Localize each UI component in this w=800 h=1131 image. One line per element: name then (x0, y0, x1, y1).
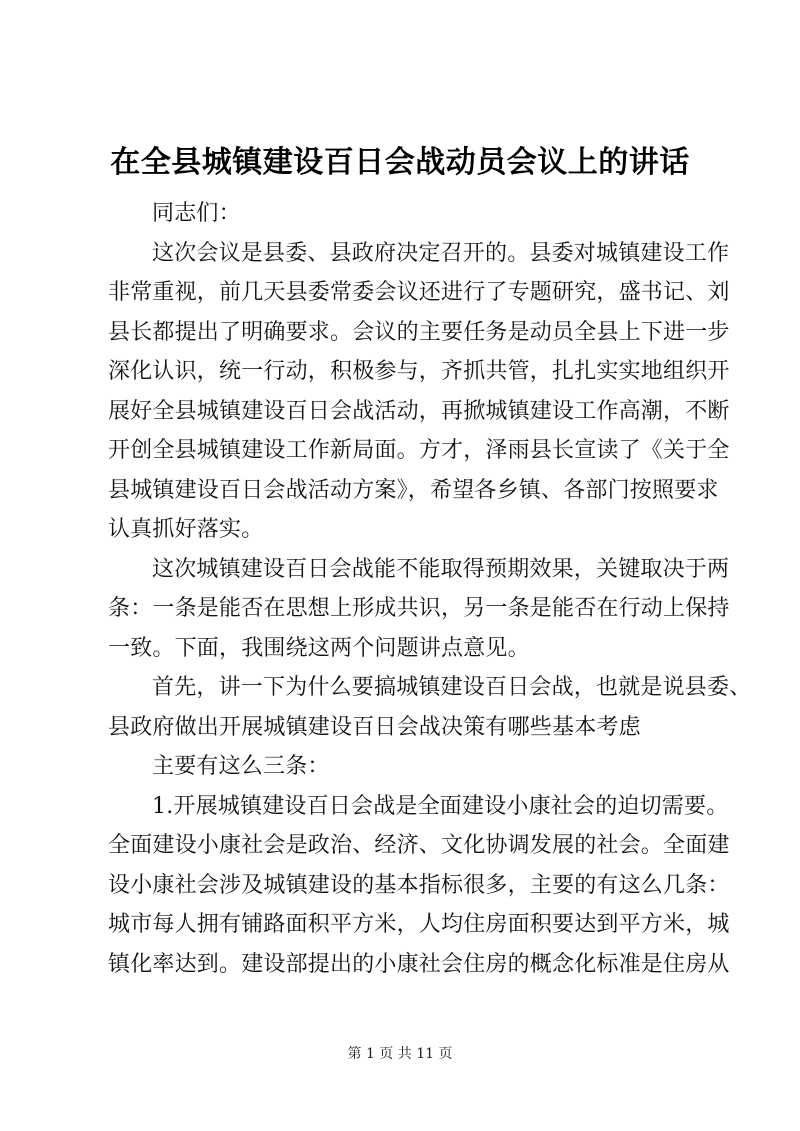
paragraph-line: 全面建设小康社会是政治、经济、文化协调发展的社会。全面建 (108, 833, 730, 858)
paragraph-line: 主要有这么三条： (152, 754, 330, 779)
paragraph-line: 一致。下面，我围绕这两个问题讲点意见。 (108, 635, 530, 661)
page-number-footer: 第 1 页 共 11 页 (347, 1046, 453, 1062)
paragraph-line: 镇化率达到。建设部提出的小康社会住房的概念化标准是住房从 (108, 951, 730, 977)
paragraph-line: 非常重视，前几天县委常委会议还进行了专题研究，盛书记、刘 (108, 280, 730, 305)
paragraph-line: 深化认识，统一行动，积极参与，齐抓共管，扎扎实实地组织开 (108, 359, 730, 384)
paragraph-line: 展好全县城镇建设百日会战活动，再掀城镇建设工作高潮，不断 (108, 398, 730, 424)
paragraph-three-reasons (108, 747, 706, 787)
paragraph-line: 县政府做出开展城镇建设百日会战决策有哪些基本考虑 (108, 714, 641, 740)
paragraph-first-point (108, 668, 752, 747)
paragraph-line: 设小康社会涉及城镇建设的基本指标很多，主要的有这么几条： (108, 872, 730, 898)
document-title: 在全县城镇建设百日会战动员会议上的讲话 (110, 145, 690, 180)
paragraph-line: 认真抓好落实。 (108, 517, 264, 542)
paragraph-reason-one (108, 787, 730, 985)
paragraph-line: 条：一条是能否在思想上形成共识，另一条是能否在行动上保持 (108, 596, 730, 621)
paragraph-greeting (108, 194, 706, 234)
paragraph-line: 这次会议是县委、县政府决定召开的。县委对城镇建设工作 (152, 240, 730, 266)
paragraph-line: 城市每人拥有铺路面积平方米，人均住房面积要达到平方米，城 (108, 912, 730, 937)
paragraph-line: 同志们： (152, 201, 241, 226)
document-body (108, 194, 752, 984)
paragraph-line: 1.开展城镇建设百日会战是全面建设小康社会的迫切需要。 (152, 793, 729, 819)
paragraph-success-factors (108, 550, 730, 669)
paragraph-line: 县城镇建设百日会战活动方案》，希望各乡镇、各部门按照要求 (108, 477, 719, 503)
paragraph-meeting-intro (108, 234, 730, 550)
paragraph-line: 这次城镇建设百日会战能不能取得预期效果，关键取决于两 (152, 556, 730, 582)
paragraph-line: 开创全县城镇建设工作新局面。方才，泽雨县长宣读了《关于全 (108, 438, 730, 463)
paragraph-line: 县长都提出了明确要求。会议的主要任务是动员全县上下进一步 (108, 319, 730, 345)
paragraph-line: 首先，讲一下为什么要搞城镇建设百日会战，也就是说县委、 (152, 675, 752, 700)
